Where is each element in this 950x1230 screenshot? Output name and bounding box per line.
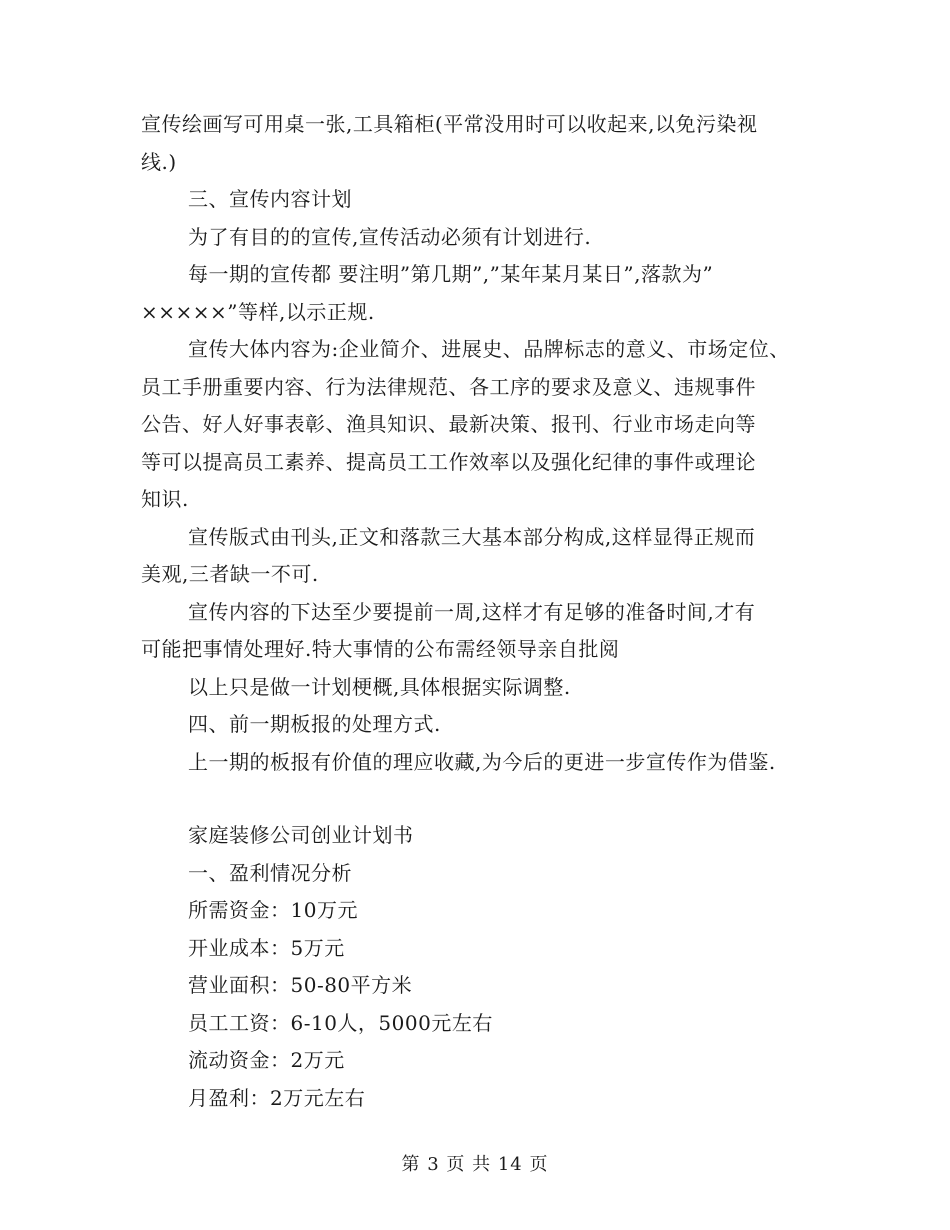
paragraph: 美观,三者缺一不可.: [141, 562, 319, 586]
paragraph: 知识.: [141, 487, 189, 511]
paragraph: 等可以提高员工素养、提高员工工作效率以及强化纪律的事件或理论: [141, 449, 756, 474]
list-item: 员工工资：6-10人，5000元左右: [188, 1010, 493, 1035]
paragraph-continuation: 宣传绘画写可用桌一张,工具箱柜(平常没用时可以收起来,以免污染视: [141, 112, 758, 136]
list-item: 月盈利：2万元左右: [188, 1085, 366, 1110]
paragraph: 为了有目的的宣传,宣传活动必须有计划进行.: [188, 224, 592, 249]
paragraph: ×××××”等样,以示正规.: [141, 299, 375, 324]
paragraph: 公告、好人好事表彰、渔具知识、最新决策、报刊、行业市场走向等: [141, 412, 756, 436]
list-item: 营业面积：50-80平方米: [188, 973, 413, 997]
list-item: 开业成本：5万元: [188, 935, 345, 960]
section-heading: 四、前一期板报的处理方式.: [188, 712, 441, 736]
document-body: [141, 106, 841, 1117]
section-gap: [141, 781, 841, 817]
section-heading: 一、盈利情况分析: [188, 860, 352, 885]
paragraph: 可能把事情处理好.特大事情的公布需经领导亲自批阅: [141, 637, 620, 661]
paragraph: 宣传版式由刊头,正文和落款三大基本部分构成,这样显得正规而: [188, 524, 756, 549]
list-item: 所需资金：10万元: [188, 898, 358, 922]
page-number-footer: 第 3 页 共 14 页: [401, 1154, 549, 1175]
paragraph: 员工手册重要内容、行为法律规范、各工序的要求及意义、违规事件: [141, 374, 756, 399]
list-item: 流动资金：2万元: [188, 1048, 345, 1072]
paragraph-continuation: 线.): [141, 149, 177, 174]
section-heading: 三、宣传内容计划: [188, 187, 352, 211]
paragraph: 宣传大体内容为:企业简介、进展史、品牌标志的意义、市场定位、: [188, 337, 790, 361]
paragraph: 以上只是做一计划梗概,具体根据实际调整.: [188, 674, 571, 699]
paragraph: 宣传内容的下达至少要提前一周,这样才有足够的准备时间,才有: [188, 599, 756, 624]
paragraph: 上一期的板报有价值的理应收藏,为今后的更进一步宣传作为借鉴.: [188, 749, 776, 774]
document-title: 家庭装修公司创业计划书: [188, 823, 414, 847]
paragraph: 每一期的宣传都 要注明”第几期”,”某年某月某日”,落款为”: [188, 262, 714, 286]
